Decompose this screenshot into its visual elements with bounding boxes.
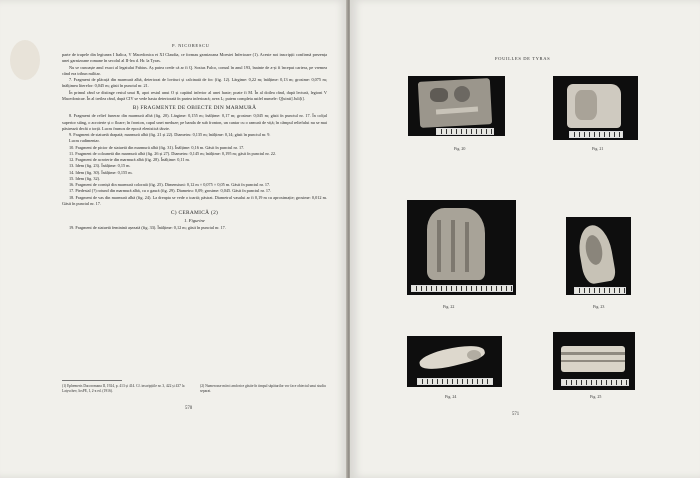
left-page [0, 0, 348, 478]
catalog-item: 8. Fragment de relief funerar din marmură albă (fig. 20). Lărgime: 0,155 m; înălțime: 0,17 m; grosime: 0,045 m; găsit în punctul nr. 17. În colțul superior stâng, o acroterie și o floare; în fronton, capul unei meduze; pe banda de sub fronton, un cantar cu o ramură de viță; în câmpul reliefului nu se mai păstrează decât o torță. Lucru frumos de epocă elenistică târzie. [62, 113, 327, 131]
page-number-right: 571 [512, 412, 520, 417]
drapery-shadow [575, 90, 597, 120]
page-number-left: 570 [185, 406, 193, 411]
catalog-item: 17. Piedestal (?) rotund din marmură albă, cu o gaură (fig. 29). Diametru: 0,09; grosime: 0,045. Găsit în punctul nr. 17. [69, 188, 272, 194]
measuring-scale [436, 128, 494, 135]
figure-25-caption: Fig. 25 [590, 394, 602, 399]
running-head-left: P. NICORESCU [172, 43, 210, 48]
section-heading-c: C) CERAMICĂ (2) [170, 210, 219, 216]
drapery-fragment [427, 208, 485, 280]
running-head-right: FOUILLES DE TYRAS [495, 56, 551, 61]
measuring-scale [574, 287, 626, 294]
cornice-molding [561, 352, 625, 355]
catalog-item: 14. Idem (fig. 30). Înălțime: 0,155 m. [69, 169, 133, 175]
catalog-item: 15. Idem (fig. 32). [69, 175, 101, 181]
measuring-scale [561, 379, 629, 386]
catalog-item: 11. Fragment de coloanetă din marmură albă (fig. 26 și 27). Diametru: 0,145 m; înălțime: 0,195 m; găsit în punctul nr. 22. [69, 150, 277, 156]
right-page [350, 0, 700, 478]
subsection-heading: 1. Figurine [184, 218, 205, 224]
drapery-fold [437, 220, 441, 272]
acroterion-flower [430, 88, 448, 102]
measuring-scale [417, 378, 493, 385]
catalog-item: Lucru rudimentar. [69, 138, 100, 144]
paragraph: 7. Fragment de plăcuță din marmură albă, deteriorat de lovituri și calcinată de foc (fig. 12). Lărgime: 0,22 m; înălțime: 0,13 m; grosime: 0,075 m; înălțimea literelor: 0,045 m; găsit în punctul nr. 21. [62, 77, 327, 89]
footnote-2: (2) Numeroase mărci amforice găsite în timpul săpăturilor vor face obiectul unui studiu separat. [200, 384, 326, 394]
catalog-item: 10. Fragment de picior de statuetă din marmură albă (fig. 31). Înălțime: 0,16 m. Găsit în punctul nr. 17. [69, 144, 245, 150]
cornice-fragment [561, 346, 625, 372]
measuring-scale [411, 285, 513, 292]
relief-fragment [418, 78, 492, 128]
catalog-item: 19. Fragment de statuetă feminină așezată (fig. 33). Înălțime: 0,12 m; găsit în punctul nr. 17. [69, 224, 226, 230]
figure-22-caption: Fig. 22 [443, 304, 455, 309]
medusa-head [454, 86, 470, 102]
figure-23-photo [566, 217, 631, 295]
drapery-fold [451, 220, 455, 272]
section-heading-b: B) FRAGMENTE DE OBIECTE DIN MARMURĂ [132, 105, 257, 111]
catalog-item: 9. Fragment de statuetă drapată; marmură albă (fig. 21 și 22). Diametru: 0,135 m; înălțime: 0,14; găsit în punctul nr. 9. [69, 132, 271, 137]
catalog-item: 16. Fragment de cornișă din marmură colorată (fig. 25). Dimensiuni: 0,12 m × 0,075 × 0,05 m. Găsit în punctul nr. 17. [69, 182, 271, 187]
catalog-item: 12. Fragment de acroterie din marmură albă (fig. 28). Înălțime: 0,11 m. [69, 157, 190, 162]
footnote-rule [62, 380, 122, 381]
figure-21-photo [553, 76, 638, 140]
catalog-item: 13. Idem (fig. 23). Înălțime: 0,15 m. [69, 163, 131, 169]
figure-25-photo [553, 332, 635, 390]
paragraph: parte de trupele din legiunea I Italica, V Macedonica et XI Claudia, ce formau garnizoana Moesiei Inferioare (1). Aceste noi inscripții confirmă prezența unei garnizoane romane în secolul al II-lea d. Hr. la Tyras. [62, 52, 327, 64]
paragraph: Nu se cunoaște anul exact al legatului Fabius. Aș putea crede că ar fi Q. Sosius Falco, consul în anul 193, înainte de a-și fi început cariera, pe vremea când era tribun militar. [62, 64, 327, 76]
figure-24-photo [407, 336, 502, 387]
paper-stain [10, 40, 40, 80]
figure-22-photo [407, 200, 516, 295]
figure-20-photo [408, 76, 505, 136]
body-text [62, 52, 327, 231]
measuring-scale [569, 131, 623, 138]
figure-23-caption: Fig. 23 [593, 304, 605, 309]
vase-handle [467, 350, 481, 360]
paragraph: În primul rând se distinge restul unui R, apoi restul unui O și capătul inferior al unei haste; poate fi M. În al doilea rând, după lectură, legioni V Macedonicae. În al treilea rând, după CIV se vede hasta deteriorată în partea inferioară; avea L; putem completa astfel numele: Q[uinti] Juli[i]. [62, 89, 327, 101]
figure-21-caption: Fig. 21 [592, 146, 604, 151]
figure-24-caption: Fig. 24 [445, 394, 457, 399]
drapery-fold [465, 222, 469, 272]
footnote-1: (1) Ephemeris Dacoromana II, 1924, p. 413 și 414. Cf. inscripțiile nr. 3, 422 și 437 la Latyschev, IosPE, I, 2-a ed. (1916). [62, 384, 185, 394]
catalog-item: 18. Fragment de vas din marmură albă (fig. 24). La dreapta se vede o toartă; păstrat. Diametrul vasului ar fi 0,19 m cu aproximație; grosime: 0,012 m. Găsit în punctul nr. 17. [62, 194, 327, 206]
figure-20-caption: Fig. 20 [454, 146, 466, 151]
cornice-molding [561, 360, 625, 362]
